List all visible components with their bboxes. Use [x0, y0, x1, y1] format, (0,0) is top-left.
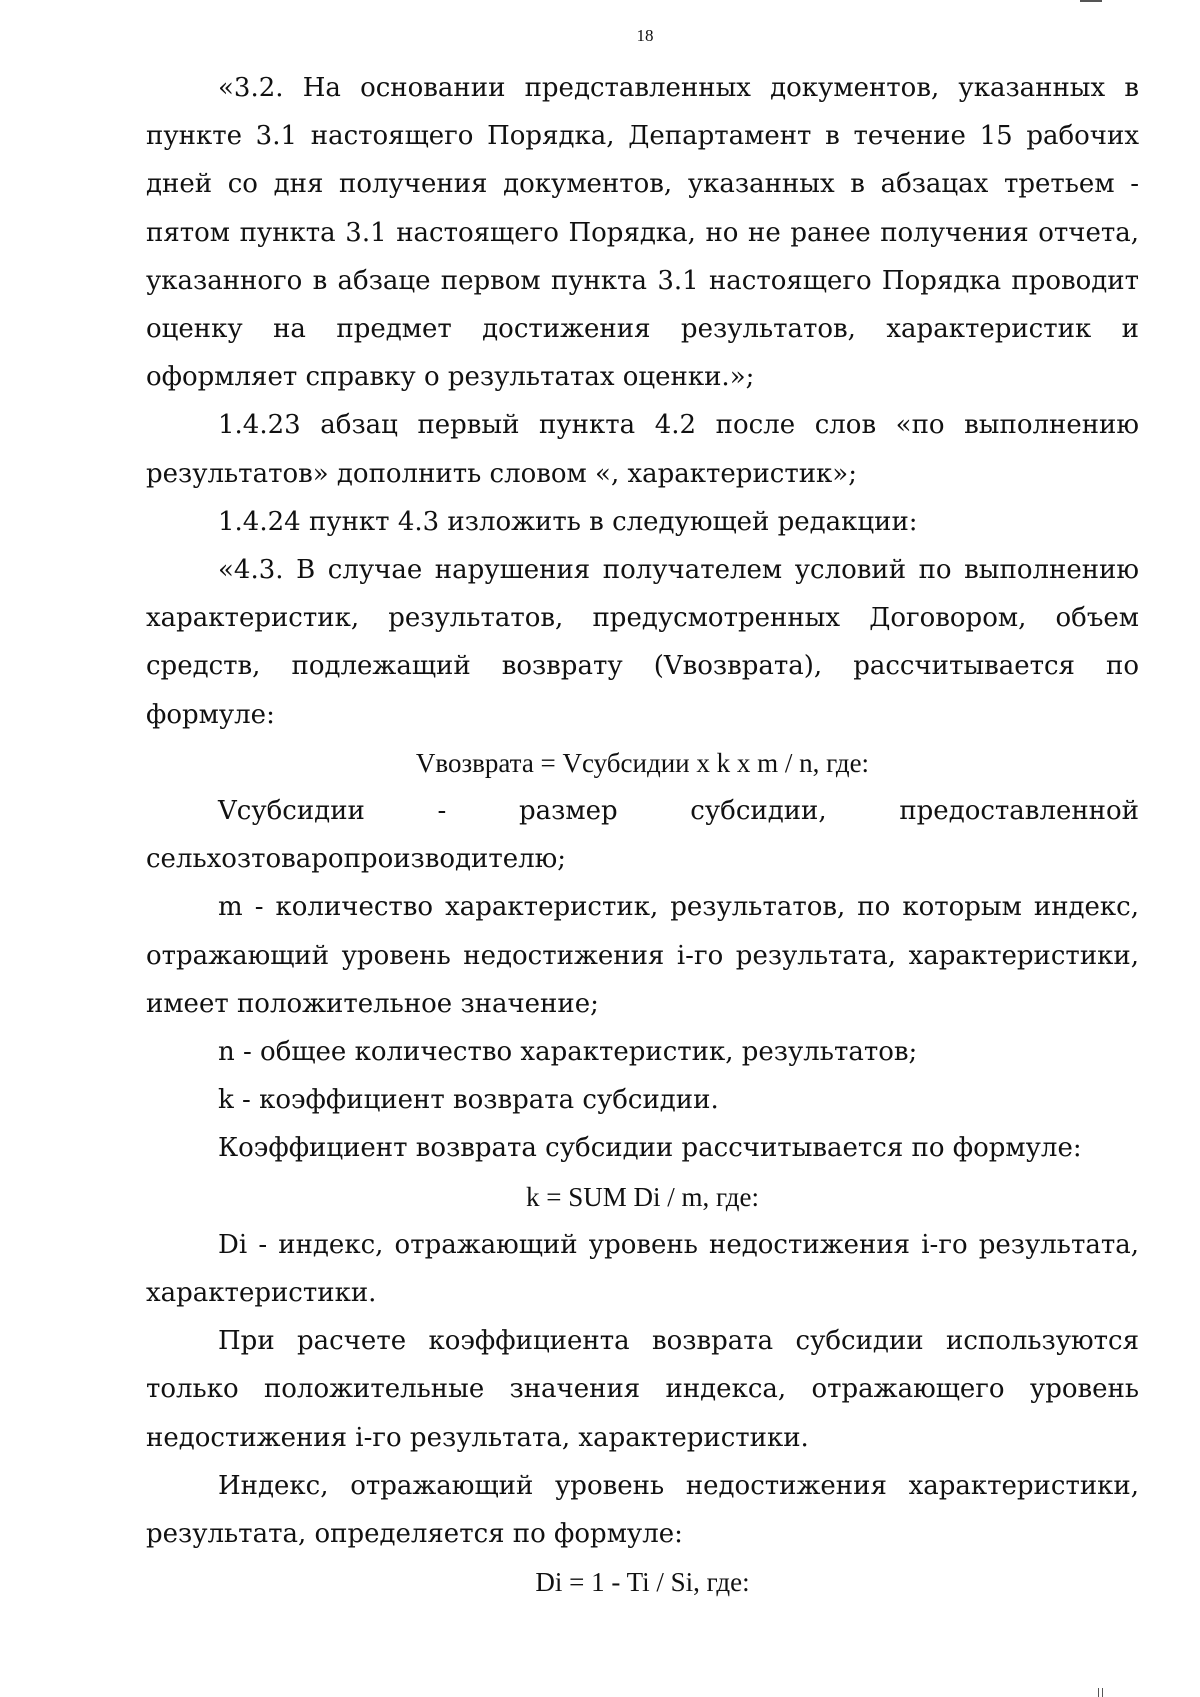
paragraph-positive-values: При расчете коэффициента возврата субсидии используются только положительные значения индекса, отражающего уровень недостижения i-го результата, характеристики. — [146, 1326, 1139, 1453]
formula-index: Di = 1 - Ti / Si, где: — [535, 1567, 750, 1598]
paragraph-4-3: «4.3. В случае нарушения получателем условий по выполнению характеристик, результатов, предусмотренных Договором, объем средств, подлежащий возврату (Vвозврата), рассчитывается по формуле: — [146, 555, 1139, 730]
paragraph-coefficient-intro: Коэффициент возврата субсидии рассчитывается по формуле: — [218, 1133, 1082, 1164]
definition-v-subsidy: Vсубсидии - размер субсидии, предоставленной сельхозтоваропроизводителю; — [146, 796, 1139, 875]
page-number: 18 — [636, 26, 654, 45]
formula-coefficient: k = SUM Di / m, где: — [526, 1181, 759, 1212]
scan-artifact-bottom-right-2 — [1102, 1688, 1103, 1697]
paragraph-3-2: «3.2. На основании представленных документов, указанных в пункте 3.1 настоящего Порядка, Департамент в течение 15 рабочих дней со дня получения документов, указанных в абзацах третьем - пятом пункта 3.1 настоящего Порядка, но не ранее получения отчета, указанного в абзаце первом пункта 3.1 настоящего Порядка проводит оценку на предмет достижения результатов, характеристик и оформляет справку о результатах оценки.»; — [146, 73, 1139, 393]
scan-artifact-top-right — [1080, 0, 1102, 2]
definition-k: k - коэффициент возврата субсидии. — [218, 1085, 719, 1116]
paragraph-index-intro: Индекс, отражающий уровень недостижения характеристики, результата, определяется по формуле: — [146, 1470, 1139, 1550]
formula-refund-volume: Vвозврата = Vсубсидии x k x m / n, где: — [415, 747, 870, 778]
paragraph-1-4-23: 1.4.23 абзац первый пункта 4.2 после слов «по выполнению результатов» дополнить словом «, характеристик»; — [146, 410, 1139, 489]
definition-n: n - общее количество характеристик, результатов; — [218, 1037, 918, 1068]
paragraph-1-4-24: 1.4.24 пункт 4.3 изложить в следующей редакции: — [218, 506, 918, 537]
definition-m: m - количество характеристик, результатов, по которым индекс, отражающий уровень недостижения i-го результата, характеристики, имеет положительное значение; — [146, 892, 1139, 1019]
scan-artifact-bottom-right — [1098, 1688, 1099, 1697]
document-body — [146, 64, 1139, 1607]
definition-di: Di - индекс, отражающий уровень недостижения i-го результата, характеристики. — [146, 1229, 1139, 1309]
